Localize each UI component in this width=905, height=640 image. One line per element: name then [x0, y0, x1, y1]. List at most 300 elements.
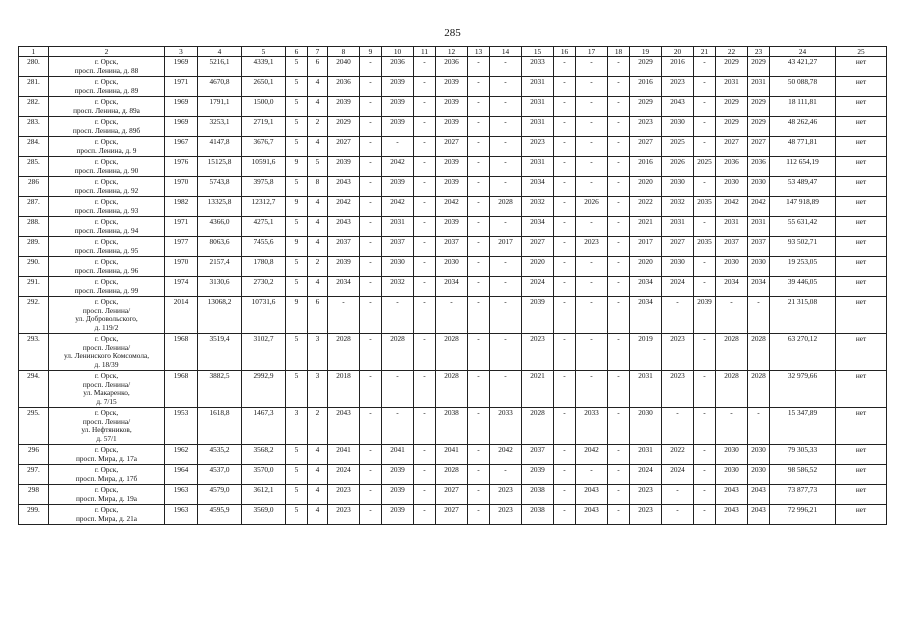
cell-col-16: - — [554, 371, 576, 408]
cell-col-24: 79 305,33 — [770, 445, 836, 465]
cell-col-6: 9 — [286, 297, 308, 334]
cell-col-15: 2028 — [522, 408, 554, 445]
cell-col-17: - — [576, 117, 608, 137]
cell-col-4: 5743,8 — [198, 177, 242, 197]
cell-col-7: 2 — [308, 117, 328, 137]
table-row — [19, 157, 887, 177]
cell-col-22: 2043 — [716, 485, 748, 505]
address-cell — [49, 257, 165, 277]
address-line: г. Орск, — [94, 257, 119, 266]
cell-col-8: 2036 — [328, 77, 360, 97]
cell-col-7: 4 — [308, 237, 328, 257]
cell-col-3: 1970 — [165, 177, 198, 197]
cell-col-23: 2030 — [748, 445, 770, 465]
cell-col-25: нет — [836, 334, 887, 371]
cell-col-17: 2043 — [576, 505, 608, 525]
cell-col-15: 2037 — [522, 445, 554, 465]
cell-col-15: 2024 — [522, 277, 554, 297]
cell-col-3: 2014 — [165, 297, 198, 334]
cell-col-23: 2028 — [748, 334, 770, 371]
cell-col-17: - — [576, 57, 608, 77]
address-line: г. Орск, — [94, 297, 119, 306]
cell-col-8: 2018 — [328, 371, 360, 408]
cell-col-19: 2034 — [630, 297, 662, 334]
address-line: просп. Ленина, д. 89б — [72, 125, 141, 135]
cell-col-10: 2039 — [382, 77, 414, 97]
address-line: просп. Ленина, д. 89 — [74, 85, 139, 95]
cell-col-11: - — [414, 445, 436, 465]
cell-col-24: 39 446,05 — [770, 277, 836, 297]
address-line: г. Орск, — [94, 505, 119, 514]
cell-col-22: - — [716, 297, 748, 334]
address-cell — [49, 217, 165, 237]
cell-col-24: 93 502,71 — [770, 237, 836, 257]
address-line: просп. Ленина, д. 92 — [74, 185, 139, 195]
cell-col-20: 2024 — [662, 465, 694, 485]
cell-col-25: нет — [836, 505, 887, 525]
cell-col-16: - — [554, 97, 576, 117]
cell-col-12: 2036 — [436, 57, 468, 77]
address-line: просп. Ленина, д. 9 — [76, 145, 137, 155]
cell-col-3: 1967 — [165, 137, 198, 157]
cell-col-16: - — [554, 334, 576, 371]
cell-col-21: - — [694, 257, 716, 277]
cell-col-11: - — [414, 505, 436, 525]
cell-col-20: - — [662, 485, 694, 505]
cell-col-4: 3253,1 — [198, 117, 242, 137]
cell-col-6: 5 — [286, 137, 308, 157]
cell-col-25: нет — [836, 97, 887, 117]
cell-col-25: нет — [836, 197, 887, 217]
cell-col-22: 2029 — [716, 97, 748, 117]
cell-col-9: - — [360, 217, 382, 237]
address-line: г. Орск, — [94, 217, 119, 226]
cell-col-5: 7455,6 — [242, 237, 286, 257]
cell-col-16: - — [554, 197, 576, 217]
cell-col-17: - — [576, 217, 608, 237]
cell-col-4: 4595,9 — [198, 505, 242, 525]
cell-col-12: 2039 — [436, 217, 468, 237]
column-header-19: 19 — [630, 47, 662, 57]
cell-col-5: 2719,1 — [242, 117, 286, 137]
address-line: просп. Ленина, д. 94 — [74, 225, 139, 235]
cell-col-24: 21 315,08 — [770, 297, 836, 334]
cell-col-3: 1963 — [165, 485, 198, 505]
address-line: просп. Мира, д. 17а — [75, 453, 137, 463]
column-header-14: 14 — [490, 47, 522, 57]
cell-col-7: 4 — [308, 77, 328, 97]
cell-col-5: 12312,7 — [242, 197, 286, 217]
cell-col-14: - — [490, 137, 522, 157]
cell-col-19: 2019 — [630, 334, 662, 371]
cell-col-12: 2039 — [436, 117, 468, 137]
cell-col-4: 4537,0 — [198, 465, 242, 485]
cell-col-19: 2023 — [630, 117, 662, 137]
cell-col-13: - — [468, 465, 490, 485]
cell-col-13: - — [468, 217, 490, 237]
cell-col-22: 2030 — [716, 465, 748, 485]
cell-col-16: - — [554, 465, 576, 485]
address-cell — [49, 57, 165, 77]
cell-col-22: 2034 — [716, 277, 748, 297]
cell-col-3: 1971 — [165, 217, 198, 237]
cell-col-24: 15 347,89 — [770, 408, 836, 445]
address-cell — [49, 97, 165, 117]
cell-col-20: 2043 — [662, 97, 694, 117]
cell-col-11: - — [414, 334, 436, 371]
cell-col-9: - — [360, 57, 382, 77]
cell-col-7: 5 — [308, 157, 328, 177]
cell-col-14: - — [490, 297, 522, 334]
cell-col-4: 2157,4 — [198, 257, 242, 277]
cell-col-22: 2043 — [716, 505, 748, 525]
cell-col-25: нет — [836, 297, 887, 334]
cell-col-18: - — [608, 97, 630, 117]
table-row — [19, 197, 887, 217]
cell-col-9: - — [360, 77, 382, 97]
cell-col-16: - — [554, 277, 576, 297]
cell-col-9: - — [360, 257, 382, 277]
column-header-24: 24 — [770, 47, 836, 57]
table-row — [19, 445, 887, 465]
cell-col-23: 2029 — [748, 97, 770, 117]
cell-col-14: - — [490, 371, 522, 408]
cell-col-12: 2030 — [436, 257, 468, 277]
cell-col-20: 2023 — [662, 371, 694, 408]
cell-col-8: 2042 — [328, 197, 360, 217]
cell-col-8: - — [328, 297, 360, 334]
cell-col-11: - — [414, 485, 436, 505]
row-number: 295. — [19, 408, 49, 445]
address-line: ул. Ленинского Комсомола, — [63, 351, 150, 360]
cell-col-20: 2032 — [662, 197, 694, 217]
cell-col-10: - — [382, 371, 414, 408]
cell-col-14: - — [490, 465, 522, 485]
cell-col-3: 1971 — [165, 77, 198, 97]
table-row — [19, 485, 887, 505]
row-number: 297. — [19, 465, 49, 485]
cell-col-25: нет — [836, 157, 887, 177]
cell-col-6: 5 — [286, 334, 308, 371]
cell-col-4: 3882,5 — [198, 371, 242, 408]
row-number: 299. — [19, 505, 49, 525]
cell-col-3: 1968 — [165, 334, 198, 371]
address-cell — [49, 465, 165, 485]
cell-col-16: - — [554, 57, 576, 77]
cell-col-7: 4 — [308, 197, 328, 217]
cell-col-10: 2030 — [382, 257, 414, 277]
cell-col-8: 2043 — [328, 177, 360, 197]
cell-col-23: 2031 — [748, 217, 770, 237]
address-line: д. 7/15 — [96, 396, 117, 406]
cell-col-17: - — [576, 277, 608, 297]
address-line: д. 57/1 — [96, 433, 117, 443]
cell-col-20: 2022 — [662, 445, 694, 465]
cell-col-19: 2030 — [630, 408, 662, 445]
column-header-4: 4 — [198, 47, 242, 57]
cell-col-6: 5 — [286, 217, 308, 237]
cell-col-13: - — [468, 117, 490, 137]
cell-col-5: 3569,0 — [242, 505, 286, 525]
cell-col-14: - — [490, 77, 522, 97]
cell-col-13: - — [468, 505, 490, 525]
cell-col-6: 5 — [286, 257, 308, 277]
cell-col-22: 2031 — [716, 217, 748, 237]
cell-col-4: 13325,8 — [198, 197, 242, 217]
cell-col-13: - — [468, 371, 490, 408]
cell-col-18: - — [608, 237, 630, 257]
cell-col-3: 1977 — [165, 237, 198, 257]
cell-col-21: - — [694, 137, 716, 157]
address-cell — [49, 371, 165, 408]
cell-col-5: 1467,3 — [242, 408, 286, 445]
address-line: г. Орск, — [94, 57, 119, 66]
cell-col-10: 2032 — [382, 277, 414, 297]
cell-col-15: 2031 — [522, 97, 554, 117]
column-header-16: 16 — [554, 47, 576, 57]
cell-col-11: - — [414, 177, 436, 197]
address-line: д. 18/39 — [94, 359, 119, 369]
cell-col-23: 2036 — [748, 157, 770, 177]
address-line: г. Орск, — [94, 371, 119, 380]
cell-col-25: нет — [836, 445, 887, 465]
cell-col-8: 2039 — [328, 257, 360, 277]
cell-col-12: 2028 — [436, 334, 468, 371]
row-number: 283. — [19, 117, 49, 137]
cell-col-18: - — [608, 445, 630, 465]
cell-col-9: - — [360, 334, 382, 371]
cell-col-5: 3568,2 — [242, 445, 286, 465]
cell-col-20: 2026 — [662, 157, 694, 177]
table-row — [19, 217, 887, 237]
cell-col-11: - — [414, 57, 436, 77]
cell-col-24: 19 253,05 — [770, 257, 836, 277]
cell-col-22: 2037 — [716, 237, 748, 257]
cell-col-5: 3676,7 — [242, 137, 286, 157]
page-number: 285 — [444, 27, 461, 39]
cell-col-9: - — [360, 197, 382, 217]
address-line: г. Орск, — [94, 485, 119, 494]
column-header-10: 10 — [382, 47, 414, 57]
cell-col-11: - — [414, 465, 436, 485]
cell-col-18: - — [608, 505, 630, 525]
address-line: г. Орск, — [94, 137, 119, 146]
cell-col-3: 1963 — [165, 505, 198, 525]
address-line: просп. Ленина, д. 95 — [74, 245, 139, 255]
cell-col-18: - — [608, 485, 630, 505]
column-header-21: 21 — [694, 47, 716, 57]
address-line: г. Орск, — [94, 197, 119, 206]
cell-col-14: - — [490, 57, 522, 77]
cell-col-12: 2039 — [436, 97, 468, 117]
cell-col-10: - — [382, 297, 414, 334]
row-number: 294. — [19, 371, 49, 408]
cell-col-6: 5 — [286, 465, 308, 485]
address-line: просп. Ленина, д. 90 — [74, 165, 139, 175]
cell-col-15: 2032 — [522, 197, 554, 217]
cell-col-20: 2024 — [662, 277, 694, 297]
address-line: д. 119/2 — [94, 322, 119, 332]
cell-col-25: нет — [836, 408, 887, 445]
cell-col-18: - — [608, 77, 630, 97]
row-number: 298 — [19, 485, 49, 505]
cell-col-21: - — [694, 334, 716, 371]
cell-col-11: - — [414, 277, 436, 297]
table-row — [19, 117, 887, 137]
cell-col-15: 2020 — [522, 257, 554, 277]
cell-col-20: - — [662, 297, 694, 334]
cell-col-10: - — [382, 137, 414, 157]
cell-col-17: 2042 — [576, 445, 608, 465]
cell-col-18: - — [608, 408, 630, 445]
column-header-6: 6 — [286, 47, 308, 57]
address-line: просп. Мира, д. 21а — [75, 513, 137, 523]
column-header-13: 13 — [468, 47, 490, 57]
address-cell — [49, 408, 165, 445]
column-header-17: 17 — [576, 47, 608, 57]
address-line: г. Орск, — [94, 465, 119, 474]
cell-col-14: 2017 — [490, 237, 522, 257]
cell-col-10: 2042 — [382, 157, 414, 177]
cell-col-20: 2030 — [662, 117, 694, 137]
cell-col-7: 4 — [308, 217, 328, 237]
cell-col-21: - — [694, 117, 716, 137]
cell-col-15: 2031 — [522, 77, 554, 97]
cell-col-18: - — [608, 137, 630, 157]
cell-col-5: 1500,0 — [242, 97, 286, 117]
cell-col-10: - — [382, 408, 414, 445]
cell-col-19: 2024 — [630, 465, 662, 485]
cell-col-9: - — [360, 485, 382, 505]
address-line: г. Орск, — [94, 77, 119, 86]
cell-col-20: 2023 — [662, 334, 694, 371]
cell-col-14: - — [490, 177, 522, 197]
cell-col-21: - — [694, 371, 716, 408]
table-row — [19, 97, 887, 117]
cell-col-5: 10731,6 — [242, 297, 286, 334]
cell-col-10: 2039 — [382, 177, 414, 197]
cell-col-22: 2042 — [716, 197, 748, 217]
cell-col-8: 2027 — [328, 137, 360, 157]
cell-col-4: 4366,0 — [198, 217, 242, 237]
cell-col-18: - — [608, 217, 630, 237]
cell-col-19: 2031 — [630, 371, 662, 408]
cell-col-17: 2033 — [576, 408, 608, 445]
cell-col-10: 2036 — [382, 57, 414, 77]
cell-col-20: 2027 — [662, 237, 694, 257]
cell-col-20: 2023 — [662, 77, 694, 97]
cell-col-23: 2034 — [748, 277, 770, 297]
cell-col-4: 13068,2 — [198, 297, 242, 334]
cell-col-15: 2031 — [522, 117, 554, 137]
cell-col-15: 2038 — [522, 505, 554, 525]
cell-col-24: 63 270,12 — [770, 334, 836, 371]
cell-col-10: 2031 — [382, 217, 414, 237]
cell-col-16: - — [554, 237, 576, 257]
address-line: ул. Макаренко, — [83, 388, 130, 397]
address-line: просп. Мира, д. 19а — [75, 493, 137, 503]
cell-col-17: - — [576, 334, 608, 371]
column-header-11: 11 — [414, 47, 436, 57]
cell-col-6: 5 — [286, 371, 308, 408]
column-header-8: 8 — [328, 47, 360, 57]
cell-col-19: 2023 — [630, 485, 662, 505]
row-number: 288. — [19, 217, 49, 237]
address-line: г. Орск, — [94, 157, 119, 166]
cell-col-5: 2730,2 — [242, 277, 286, 297]
cell-col-5: 3570,0 — [242, 465, 286, 485]
cell-col-17: 2043 — [576, 485, 608, 505]
cell-col-8: 2034 — [328, 277, 360, 297]
cell-col-14: - — [490, 217, 522, 237]
cell-col-9: - — [360, 445, 382, 465]
cell-col-21: - — [694, 177, 716, 197]
cell-col-19: 2016 — [630, 157, 662, 177]
cell-col-24: 98 586,52 — [770, 465, 836, 485]
cell-col-15: 2039 — [522, 465, 554, 485]
cell-col-15: 2031 — [522, 157, 554, 177]
column-header-1: 1 — [19, 47, 49, 57]
address-line: ул. Добровольского, — [75, 314, 138, 323]
cell-col-16: - — [554, 505, 576, 525]
row-number: 281. — [19, 77, 49, 97]
column-header-5: 5 — [242, 47, 286, 57]
cell-col-15: 2021 — [522, 371, 554, 408]
cell-col-13: - — [468, 277, 490, 297]
cell-col-19: 2022 — [630, 197, 662, 217]
cell-col-6: 5 — [286, 445, 308, 465]
cell-col-15: 2039 — [522, 297, 554, 334]
address-cell — [49, 177, 165, 197]
cell-col-7: 8 — [308, 177, 328, 197]
cell-col-13: - — [468, 297, 490, 334]
cell-col-18: - — [608, 371, 630, 408]
cell-col-20: 2030 — [662, 177, 694, 197]
cell-col-12: 2028 — [436, 465, 468, 485]
cell-col-9: - — [360, 297, 382, 334]
column-header-3: 3 — [165, 47, 198, 57]
cell-col-23: 2030 — [748, 465, 770, 485]
cell-col-6: 5 — [286, 177, 308, 197]
cell-col-10: 2039 — [382, 97, 414, 117]
cell-col-23: 2043 — [748, 485, 770, 505]
address-line: просп. Ленина, д. 89а — [73, 105, 140, 115]
cell-col-9: - — [360, 157, 382, 177]
cell-col-17: - — [576, 97, 608, 117]
cell-col-17: - — [576, 177, 608, 197]
cell-col-11: - — [414, 197, 436, 217]
cell-col-12: 2039 — [436, 157, 468, 177]
cell-col-8: 2040 — [328, 57, 360, 77]
cell-col-5: 3612,1 — [242, 485, 286, 505]
cell-col-8: 2028 — [328, 334, 360, 371]
cell-col-8: 2043 — [328, 217, 360, 237]
cell-col-7: 6 — [308, 297, 328, 334]
cell-col-21: - — [694, 217, 716, 237]
cell-col-16: - — [554, 117, 576, 137]
cell-col-21: - — [694, 445, 716, 465]
cell-col-9: - — [360, 97, 382, 117]
address-cell — [49, 237, 165, 257]
cell-col-23: - — [748, 408, 770, 445]
column-header-15: 15 — [522, 47, 554, 57]
cell-col-21: - — [694, 97, 716, 117]
cell-col-11: - — [414, 408, 436, 445]
cell-col-12: 2028 — [436, 371, 468, 408]
cell-col-13: - — [468, 57, 490, 77]
cell-col-7: 3 — [308, 371, 328, 408]
cell-col-25: нет — [836, 371, 887, 408]
